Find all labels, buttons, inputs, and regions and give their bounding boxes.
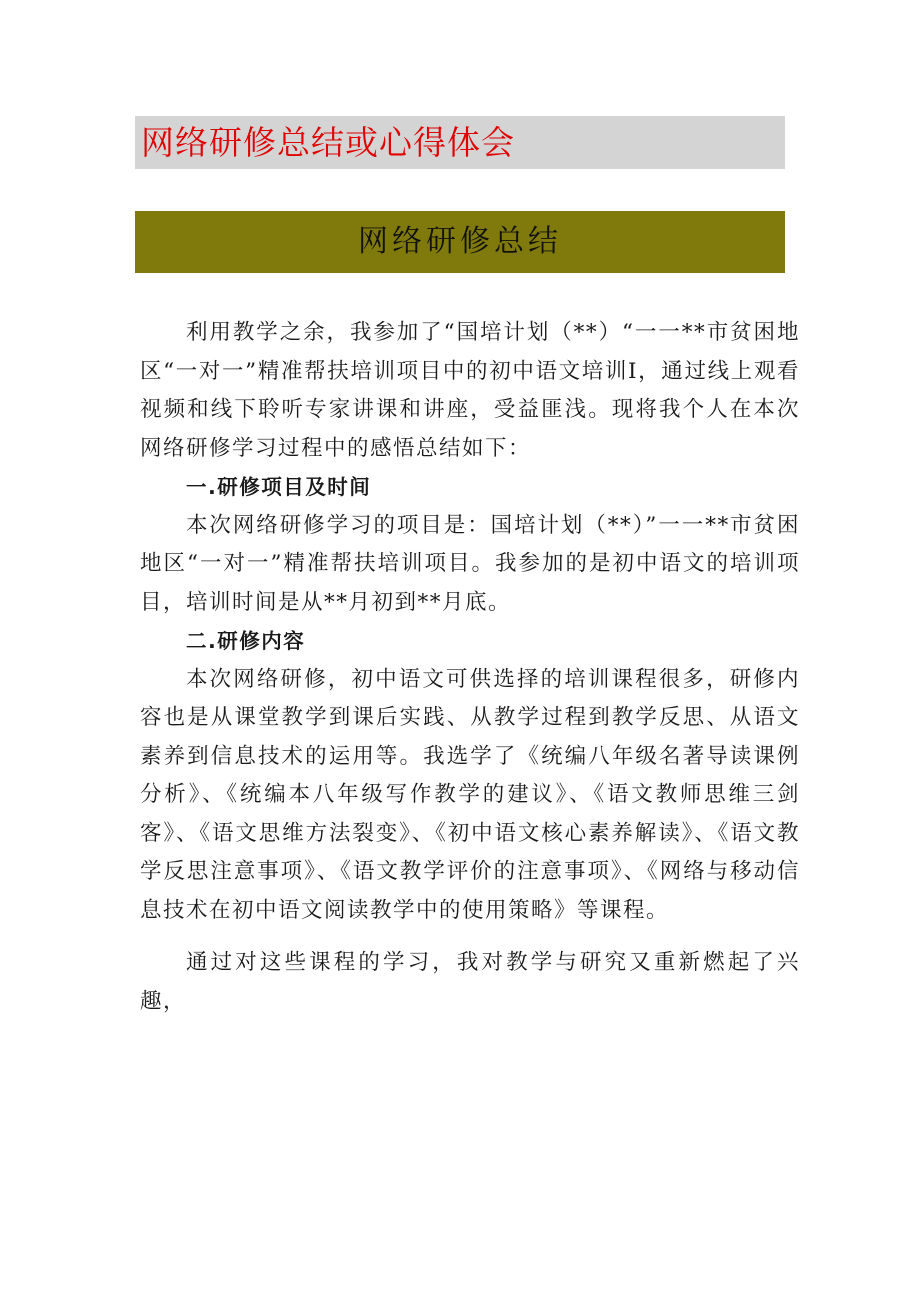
section-heading-1: 一.研修项目及时间 xyxy=(186,475,372,499)
section-banner xyxy=(135,211,785,273)
document-body xyxy=(140,314,800,1021)
section3-paragraph: 通过对这些课程的学习，我对教学与研究又重新燃起了兴趣， xyxy=(140,950,800,1014)
section-heading-2: 二.研修内容 xyxy=(186,629,306,653)
section2-paragraph: 本次网络研修，初中语文可供选择的培训课程很多，研修内容也是从课堂教学到课后实践、从教学过程到教学反思、从语文素养到信息技术的运用等。我选学了《统编八年级名著导读课例分析》、《统编本八年级写作教学的建议》、《语文教师思维三剑客》、《语文思维方法裂变》、《初中语文核心素养解读》、《语文教学反思注意事项》、《语文教学评价的注意事项》、《网络与移动信息技术在初中语文阅读教学中的使用策略》等课程。 xyxy=(140,666,800,923)
banner-title: 网络研修总结 xyxy=(358,224,562,259)
document-title-bar xyxy=(135,116,785,169)
intro-paragraph: 利用教学之余，我参加了“国培计划（**）“一一**市贫困地区“一对一”精准帮扶培训项目中的初中语文培训I，通过线上观看视频和线下聆听专家讲课和讲座，受益匪浅。现将我个人在本次网络研修学习过程中的感悟总结如下： xyxy=(140,320,800,461)
document-title: 网络研修总结或心得体会 xyxy=(141,123,515,162)
section1-paragraph: 本次网络研修学习的项目是：国培计划（**）”一一**市贫困地区“一对一”精准帮扶培训项目。我参加的是初中语文的培训项目，培训时间是从**月初到**月底。 xyxy=(140,512,800,615)
